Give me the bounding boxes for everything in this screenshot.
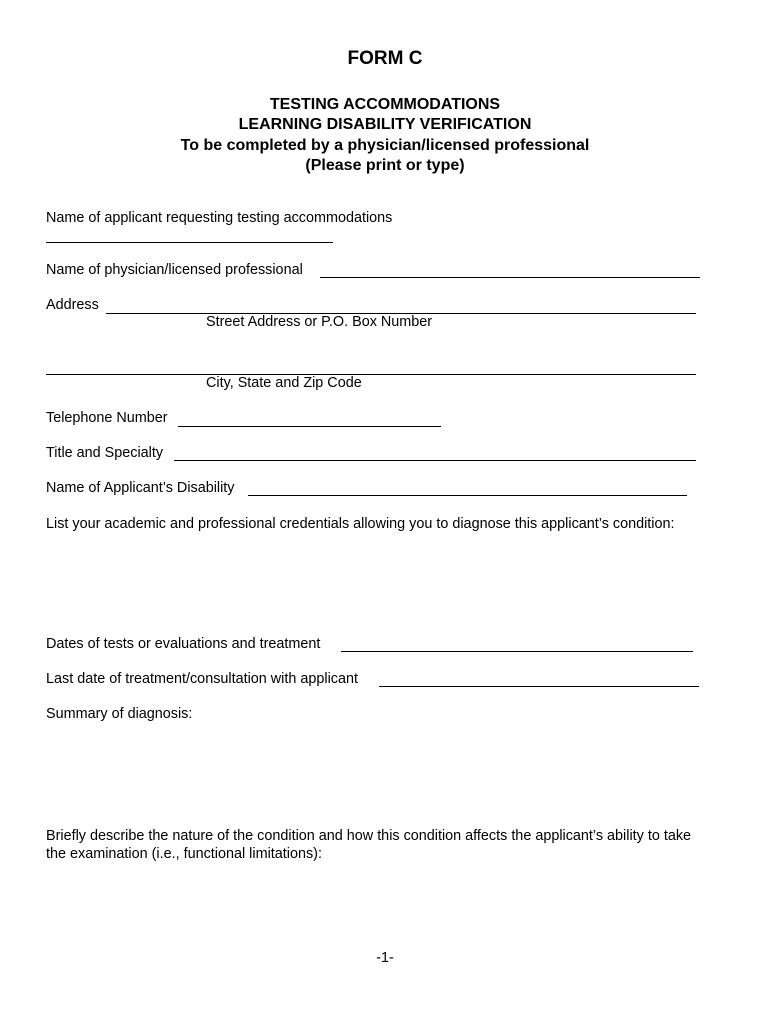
- heading-line-4: (Please print or type): [305, 157, 465, 174]
- disability-field[interactable]: [248, 495, 687, 496]
- credentials-label: List your academic and professional credentials allowing you to diagnose this applicant’s condition:: [46, 516, 675, 532]
- last-date-field[interactable]: [379, 686, 699, 687]
- heading-line-3: To be completed by a physician/licensed professional: [180, 137, 590, 154]
- describe-label: Briefly describe the nature of the condition and how this condition affects the applicant’s ability to take the examination (i.e., functional limitations):: [46, 828, 692, 862]
- last-date-label: Last date of treatment/consultation with applicant: [46, 671, 358, 687]
- applicant-name-field[interactable]: [46, 242, 333, 243]
- page-number: -1-: [376, 950, 394, 966]
- summary-label: Summary of diagnosis:: [46, 706, 193, 722]
- address-street-hint: Street Address or P.O. Box Number: [206, 314, 433, 330]
- disability-label: Name of Applicant’s Disability: [46, 480, 235, 496]
- telephone-label: Telephone Number: [46, 410, 168, 426]
- dates-tests-label: Dates of tests or evaluations and treatment: [46, 636, 321, 652]
- address-label: Address: [46, 297, 99, 313]
- title-specialty-field[interactable]: [174, 460, 696, 461]
- heading-line-2: LEARNING DISABILITY VERIFICATION: [238, 116, 532, 133]
- applicant-name-label: Name of applicant requesting testing accommodations: [46, 210, 393, 226]
- title-specialty-label: Title and Specialty: [46, 445, 164, 461]
- address-city-field[interactable]: [46, 374, 696, 375]
- dates-tests-field[interactable]: [341, 651, 693, 652]
- heading-line-1: TESTING ACCOMMODATIONS: [269, 96, 501, 113]
- telephone-field[interactable]: [178, 426, 441, 427]
- physician-name-field[interactable]: [320, 277, 700, 278]
- form-title: FORM C: [347, 48, 423, 69]
- physician-name-label: Name of physician/licensed professional: [46, 262, 303, 278]
- address-city-hint: City, State and Zip Code: [206, 375, 362, 391]
